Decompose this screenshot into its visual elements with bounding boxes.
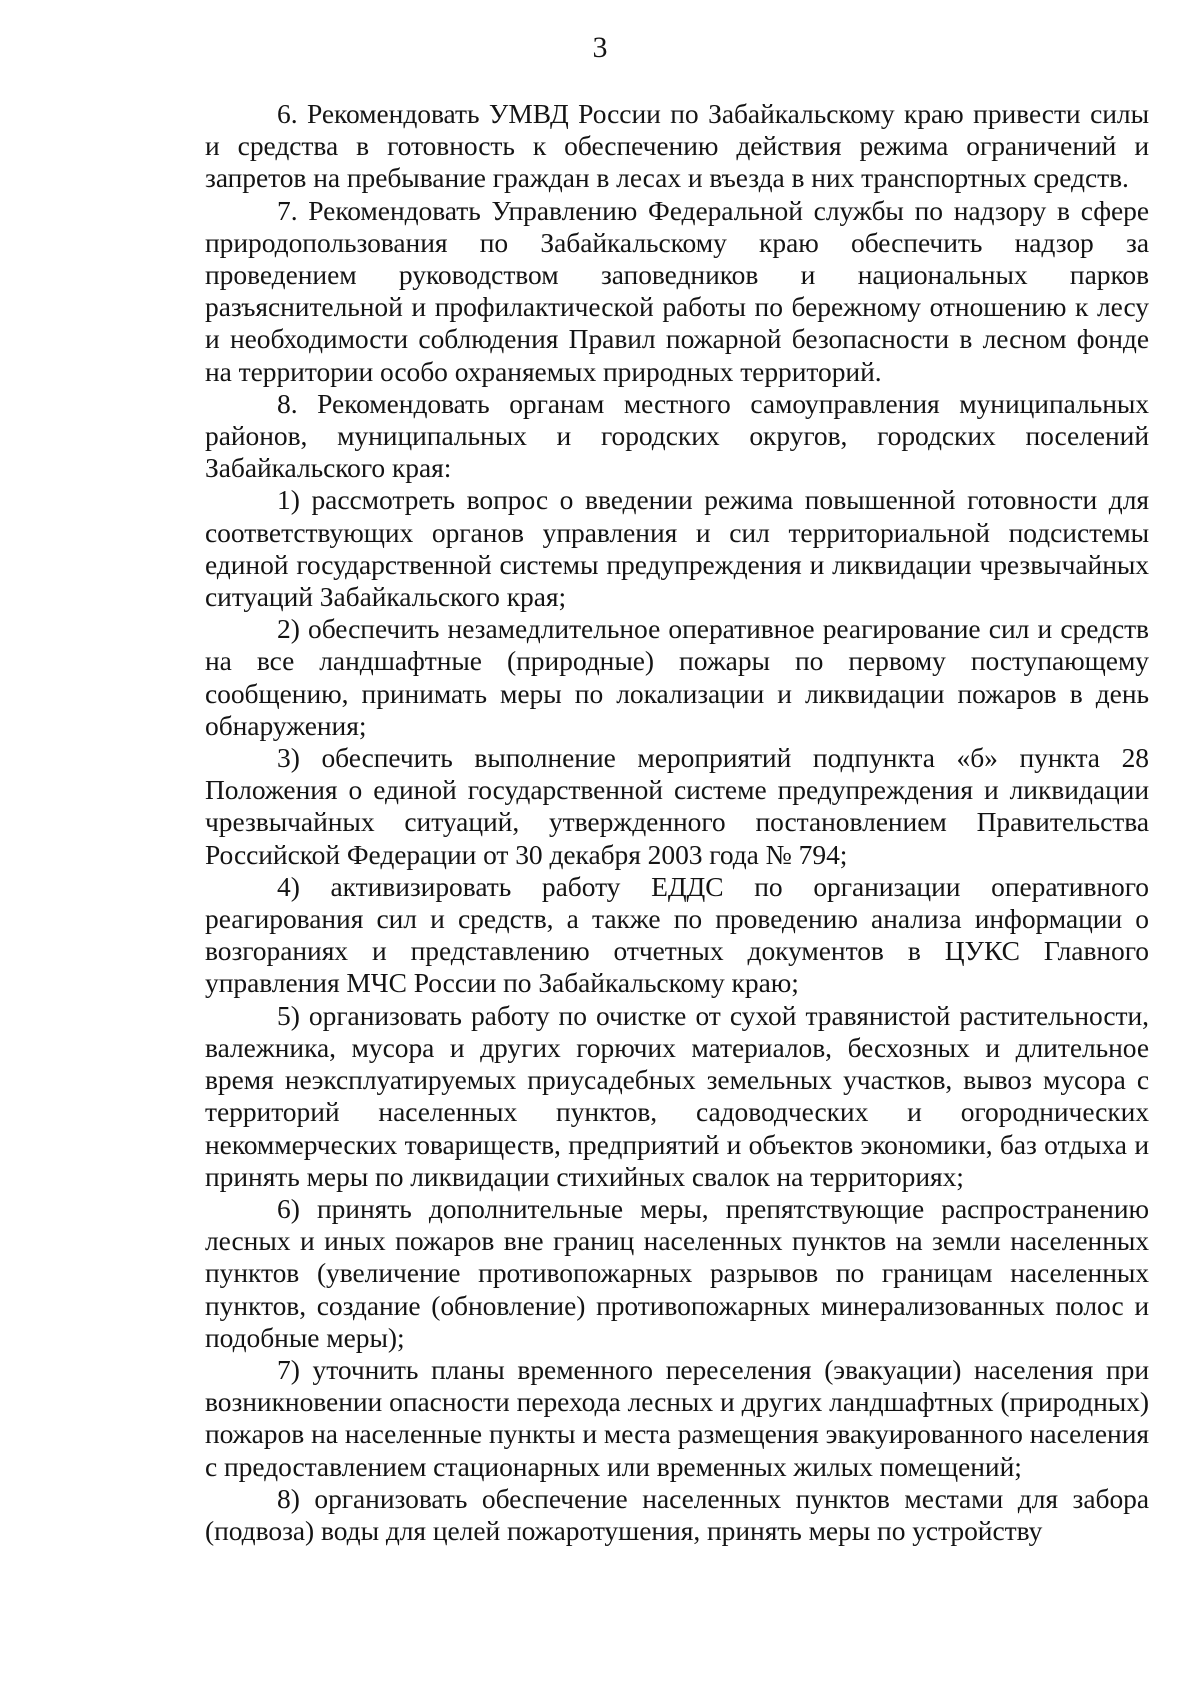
subparagraph-2: 2) обеспечить незамедлительное оперативное реагирование сил и средств на все ландшафтные (природные) пожары по первому поступающему сообщению, принимать меры по локализации и ликвидации пожаров в день обнаружения; xyxy=(205,613,1149,741)
paragraph-item-7-rosprirodnadzor: 7. Рекомендовать Управлению Федеральной службы по надзору в сфере природопользования по Забайкальскому краю обеспечить надзор за проведением руководством заповедников и национальных парков разъяснительной и профилактической работы по бережному отношению к лесу и необходимости соблюдения Правил пожарной безопасности в лесном фонде на территории особо охраняемых природных территорий. xyxy=(205,194,1149,387)
subparagraph-1: 1) рассмотреть вопрос о введении режима повышенной готовности для соответствующих органов управления и сил территориальной подсистемы единой государственной системы предупреждения и ликвидации чрезвычайных ситуаций Забайкальского края; xyxy=(205,484,1149,613)
paragraph-item-8-local-government: 8. Рекомендовать органам местного самоуправления муниципальных районов, муниципальных и городских округов, городских поселений Забайкальского края: xyxy=(205,387,1149,484)
subparagraph-6: 6) принять дополнительные меры, препятствующие распространению лесных и иных пожаров вне границ населенных пунктов на земли населенных пунктов (увеличение противопожарных разрывов по границам населенных пунктов, создание (обновление) противопожарных минерализованных полос и подобные меры); xyxy=(205,1192,1149,1353)
document-body xyxy=(205,98,1149,1547)
subparagraph-8: 8) организовать обеспечение населенных пунктов местами для забора (подвоза) воды для целей пожаротушения, принять меры по устройству xyxy=(205,1482,1149,1546)
subparagraph-7: 7) уточнить планы временного переселения (эвакуации) населения при возникновении опасности перехода лесных и других ландшафтных (природных) пожаров на населенные пункты и места размещения эвакуированного населения с предоставлением стационарных или временных жилых помещений; xyxy=(205,1353,1149,1482)
subparagraph-3: 3) обеспечить выполнение мероприятий подпункта «б» пункта 28 Положения о единой государственной системе предупреждения и ликвидации чрезвычайных ситуаций, утвержденного постановлением Правительства Российской Федерации от 30 декабря 2003 года № 794; xyxy=(205,742,1149,870)
page-number: 3 xyxy=(592,31,608,64)
subparagraph-5: 5) организовать работу по очистке от сухой травянистой растительности, валежника, мусора и других горючих материалов, бесхозных и длительное время неэксплуатируемых приусадебных земельных участков, вывоз мусора с территорий населенных пунктов, садоводческих и огороднических некоммерческих товариществ, предприятий и объектов экономики, баз отдыха и принять меры по ликвидации стихийных свалок на территориях; xyxy=(205,999,1149,1192)
subparagraph-4: 4) активизировать работу ЕДДС по организации оперативного реагирования сил и средств, а также по проведению анализа информации о возгораниях и представлению отчетных документов в ЦУКС Главного управления МЧС России по Забайкальскому краю; xyxy=(205,870,1149,999)
paragraph-item-6-umvd: 6. Рекомендовать УМВД России по Забайкальскому краю привести силы и средства в готовность к обеспечению действия режима ограничений и запретов на пребывание граждан в лесах и въезда в них транспортных средств. xyxy=(205,98,1149,194)
